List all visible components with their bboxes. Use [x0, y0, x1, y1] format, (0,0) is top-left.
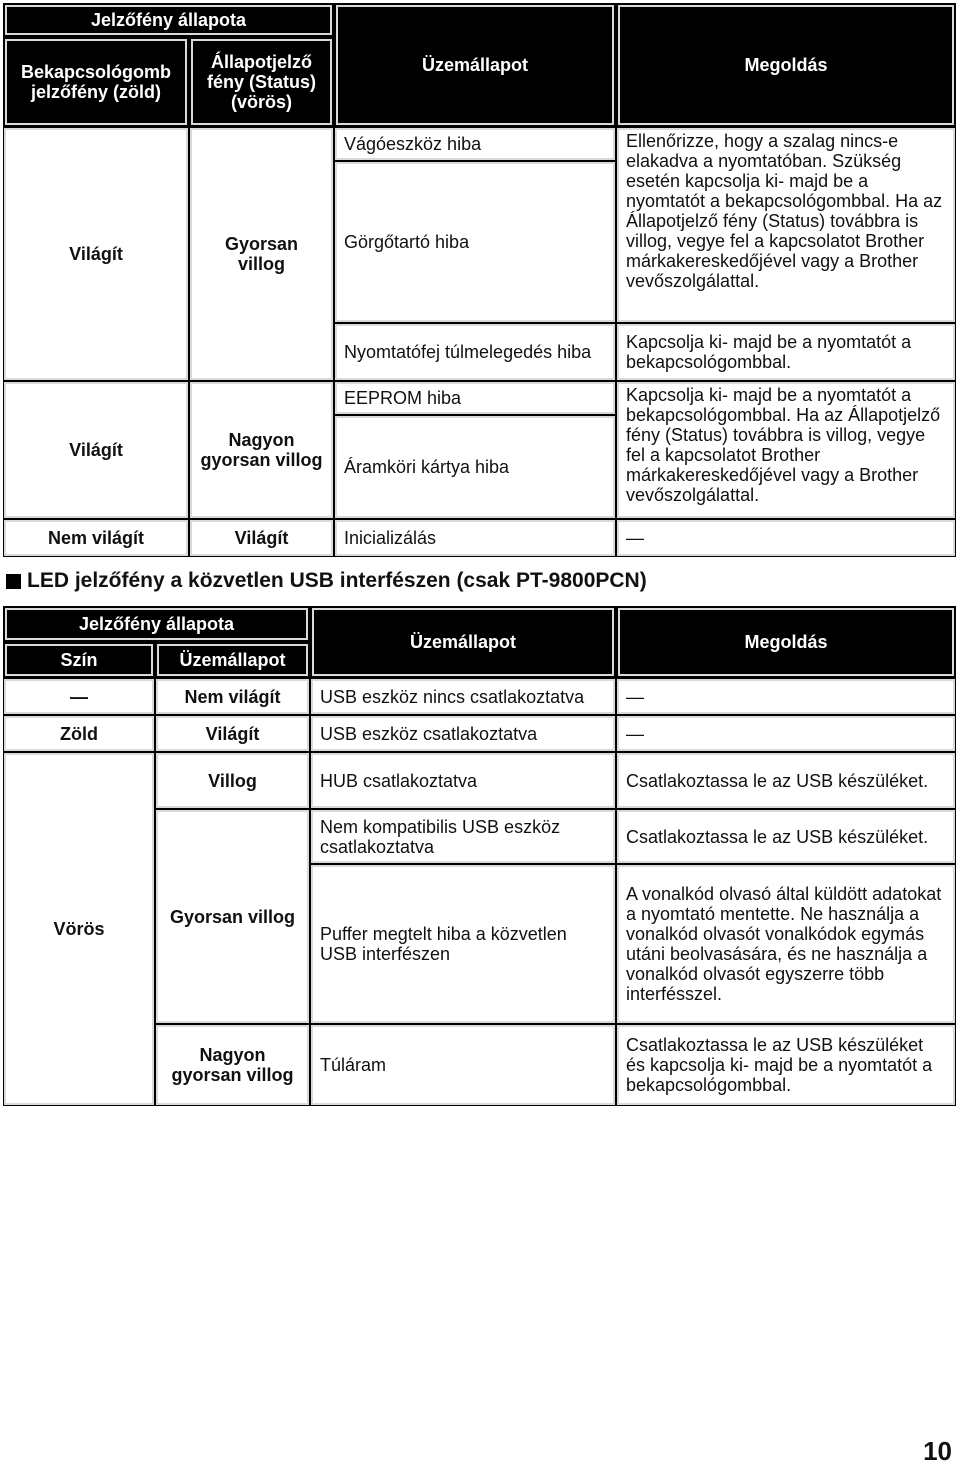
solution-text: Csatlakoztassa le az USB készüléket. [616, 752, 956, 809]
solution-text: Ellenőrizze, hogy a szalag nincs-e elakadva a nyomtatóban. Szükség esetén kapcsolja ki- majd be a nyomtatót a bekapcsológombbal. Ha az Állapotjelző fény (Status) továbbra is villog, vegye fel a kapcsolatot Brother márkakereskedőjével vagy a Brother vevőszolgálattal. [616, 127, 956, 323]
operating-state: Nem kompatibilis USB eszköz csatlakoztatva [310, 809, 616, 864]
power-led-value: Nem világít [3, 519, 189, 557]
header-color: Szín [3, 642, 155, 678]
header-led-state: Üzemállapot [155, 642, 310, 678]
page-number: 10 [923, 1436, 952, 1466]
header-led-status: Jelzőfény állapota [3, 606, 310, 642]
operating-state: USB eszköz csatlakoztatva [310, 715, 616, 752]
led-state: Nem világít [155, 678, 310, 715]
led-state: Nagyon gyorsan villog [155, 1024, 310, 1106]
led-color: — [3, 678, 155, 715]
status-led-value: Világít [189, 519, 334, 557]
operating-state: Túláram [310, 1024, 616, 1106]
status-led-value: Nagyon gyorsan villog [189, 381, 334, 519]
power-led-value: Világít [3, 127, 189, 381]
header-status-led: Állapotjelző fény (Status) (vörös) [189, 37, 334, 127]
solution-text: Csatlakoztassa le az USB készüléket és kapcsolja ki- majd be a nyomtatót a bekapcsológombbal. [616, 1024, 956, 1106]
status-table [3, 3, 956, 557]
solution-text: — [616, 678, 956, 715]
operating-state: Puffer megtelt hiba a közvetlen USB interfészen [310, 864, 616, 1024]
header-operating-state: Üzemállapot [310, 606, 616, 678]
operating-state: Áramköri kártya hiba [334, 415, 616, 519]
solution-text: — [616, 519, 956, 557]
operating-state: USB eszköz nincs csatlakoztatva [310, 678, 616, 715]
led-color: Vörös [3, 752, 155, 1106]
section-title [6, 567, 647, 595]
usb-led-table [3, 606, 956, 1106]
solution-text: Kapcsolja ki- majd be a nyomtatót a bekapcsológombbal. Ha az Állapotjelző fény (Status) továbbra is villog, vegye fel a kapcsolatot Brother márkakereskedőjével vagy a Brother vevőszolgálattal. [616, 381, 956, 519]
solution-text: Kapcsolja ki- majd be a nyomtatót a bekapcsológombbal. [616, 323, 956, 381]
solution-text: A vonalkód olvasó által küldött adatokat a nyomtató mentette. Ne használja a vonalkód olvasót vonalkódok egymás utáni beolvasására, és ne használja a vonalkód olvasót egyszerre több interfésszel. [616, 864, 956, 1024]
power-led-value: Világít [3, 381, 189, 519]
operating-state: Nyomtatófej túlmelegedés hiba [334, 323, 616, 381]
led-state: Gyorsan villog [155, 809, 310, 1024]
operating-state: Vágóeszköz hiba [334, 127, 616, 161]
operating-state: Görgőtartó hiba [334, 161, 616, 323]
header-solution: Megoldás [616, 606, 956, 678]
header-solution: Megoldás [616, 3, 956, 127]
led-color: Zöld [3, 715, 155, 752]
operating-state: HUB csatlakoztatva [310, 752, 616, 809]
status-led-value: Gyorsan villog [189, 127, 334, 381]
header-led-status: Jelzőfény állapota [3, 3, 334, 37]
square-bullet-icon [6, 574, 21, 589]
solution-text: — [616, 715, 956, 752]
operating-state: EEPROM hiba [334, 381, 616, 415]
header-power-led: Bekapcsológomb jelzőfény (zöld) [3, 37, 189, 127]
solution-text: Csatlakoztassa le az USB készüléket. [616, 809, 956, 864]
header-operating-state: Üzemállapot [334, 3, 616, 127]
operating-state: Inicializálás [334, 519, 616, 557]
section-title-text: LED jelzőfény a közvetlen USB interfészen (csak PT-9800PCN) [27, 569, 647, 592]
led-state: Világít [155, 715, 310, 752]
led-state: Villog [155, 752, 310, 809]
